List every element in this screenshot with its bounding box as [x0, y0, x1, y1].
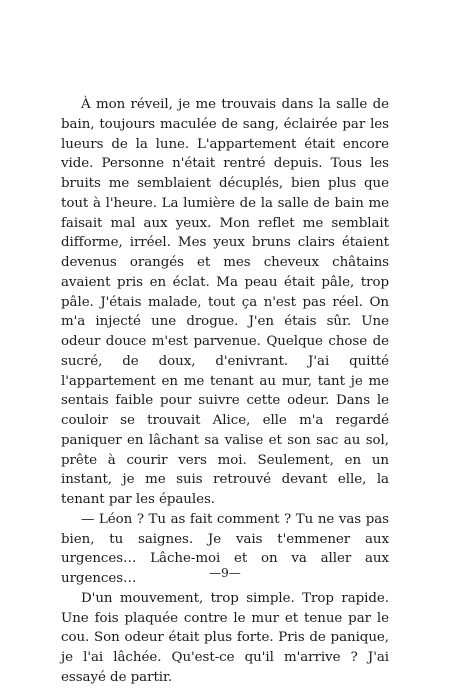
paragraph: À mon réveil, je me trouvais dans la salle de bain, toujours maculée de sang, éclairée par les lueurs de la lune. L'appartement était encore vide. Personne n'était rentré depuis. Tous les bruits me semblaient décuplés, bien plus que tout à l'heure. La lumière de la salle de bain me faisait mal aux yeux. Mon reflet me semblait difforme, irréel. Mes yeux bruns clairs étaient devenus orangés et mes cheveux châtains avaient pris en éclat. Ma peau était pâle, trop pâle. J'étais malade, tout ça n'est pas réel. On m'a injecté une drogue. J'en étais sûr. Une odeur douce m'est parvenue. Quelque chose de sucré, de doux, d'enivrant. J'ai quitté l'appartement en me tenant au mur, tant je me sentais faible pour suivre cette odeur. Dans le couloir se trouvait Alice, elle m'a regardé paniquer en lâchant sa valise et son sac au sol, prête à courir vers moi. Seulement, en un instant, je me suis retrouvé devant elle, la tenant par les épaules. — [61, 97, 389, 507]
body-text — [61, 95, 389, 688]
paragraph: — Léon ? Tu as fait comment ? Tu ne vas pas bien, tu saignes. Je vais t'emmener aux urgences… Lâche-moi et on va aller aux urgences… — [61, 511, 389, 586]
paragraph: D'un mouvement, trop simple. Trop rapide. Une fois plaquée contre le mur et tenue par le cou. Son odeur était plus forte. Pris de panique, je l'ai lâchée. Qu'est-ce qu'il m'arrive ? J'ai essayé de partir. — [61, 590, 389, 685]
page-number: —9— — [209, 566, 241, 580]
